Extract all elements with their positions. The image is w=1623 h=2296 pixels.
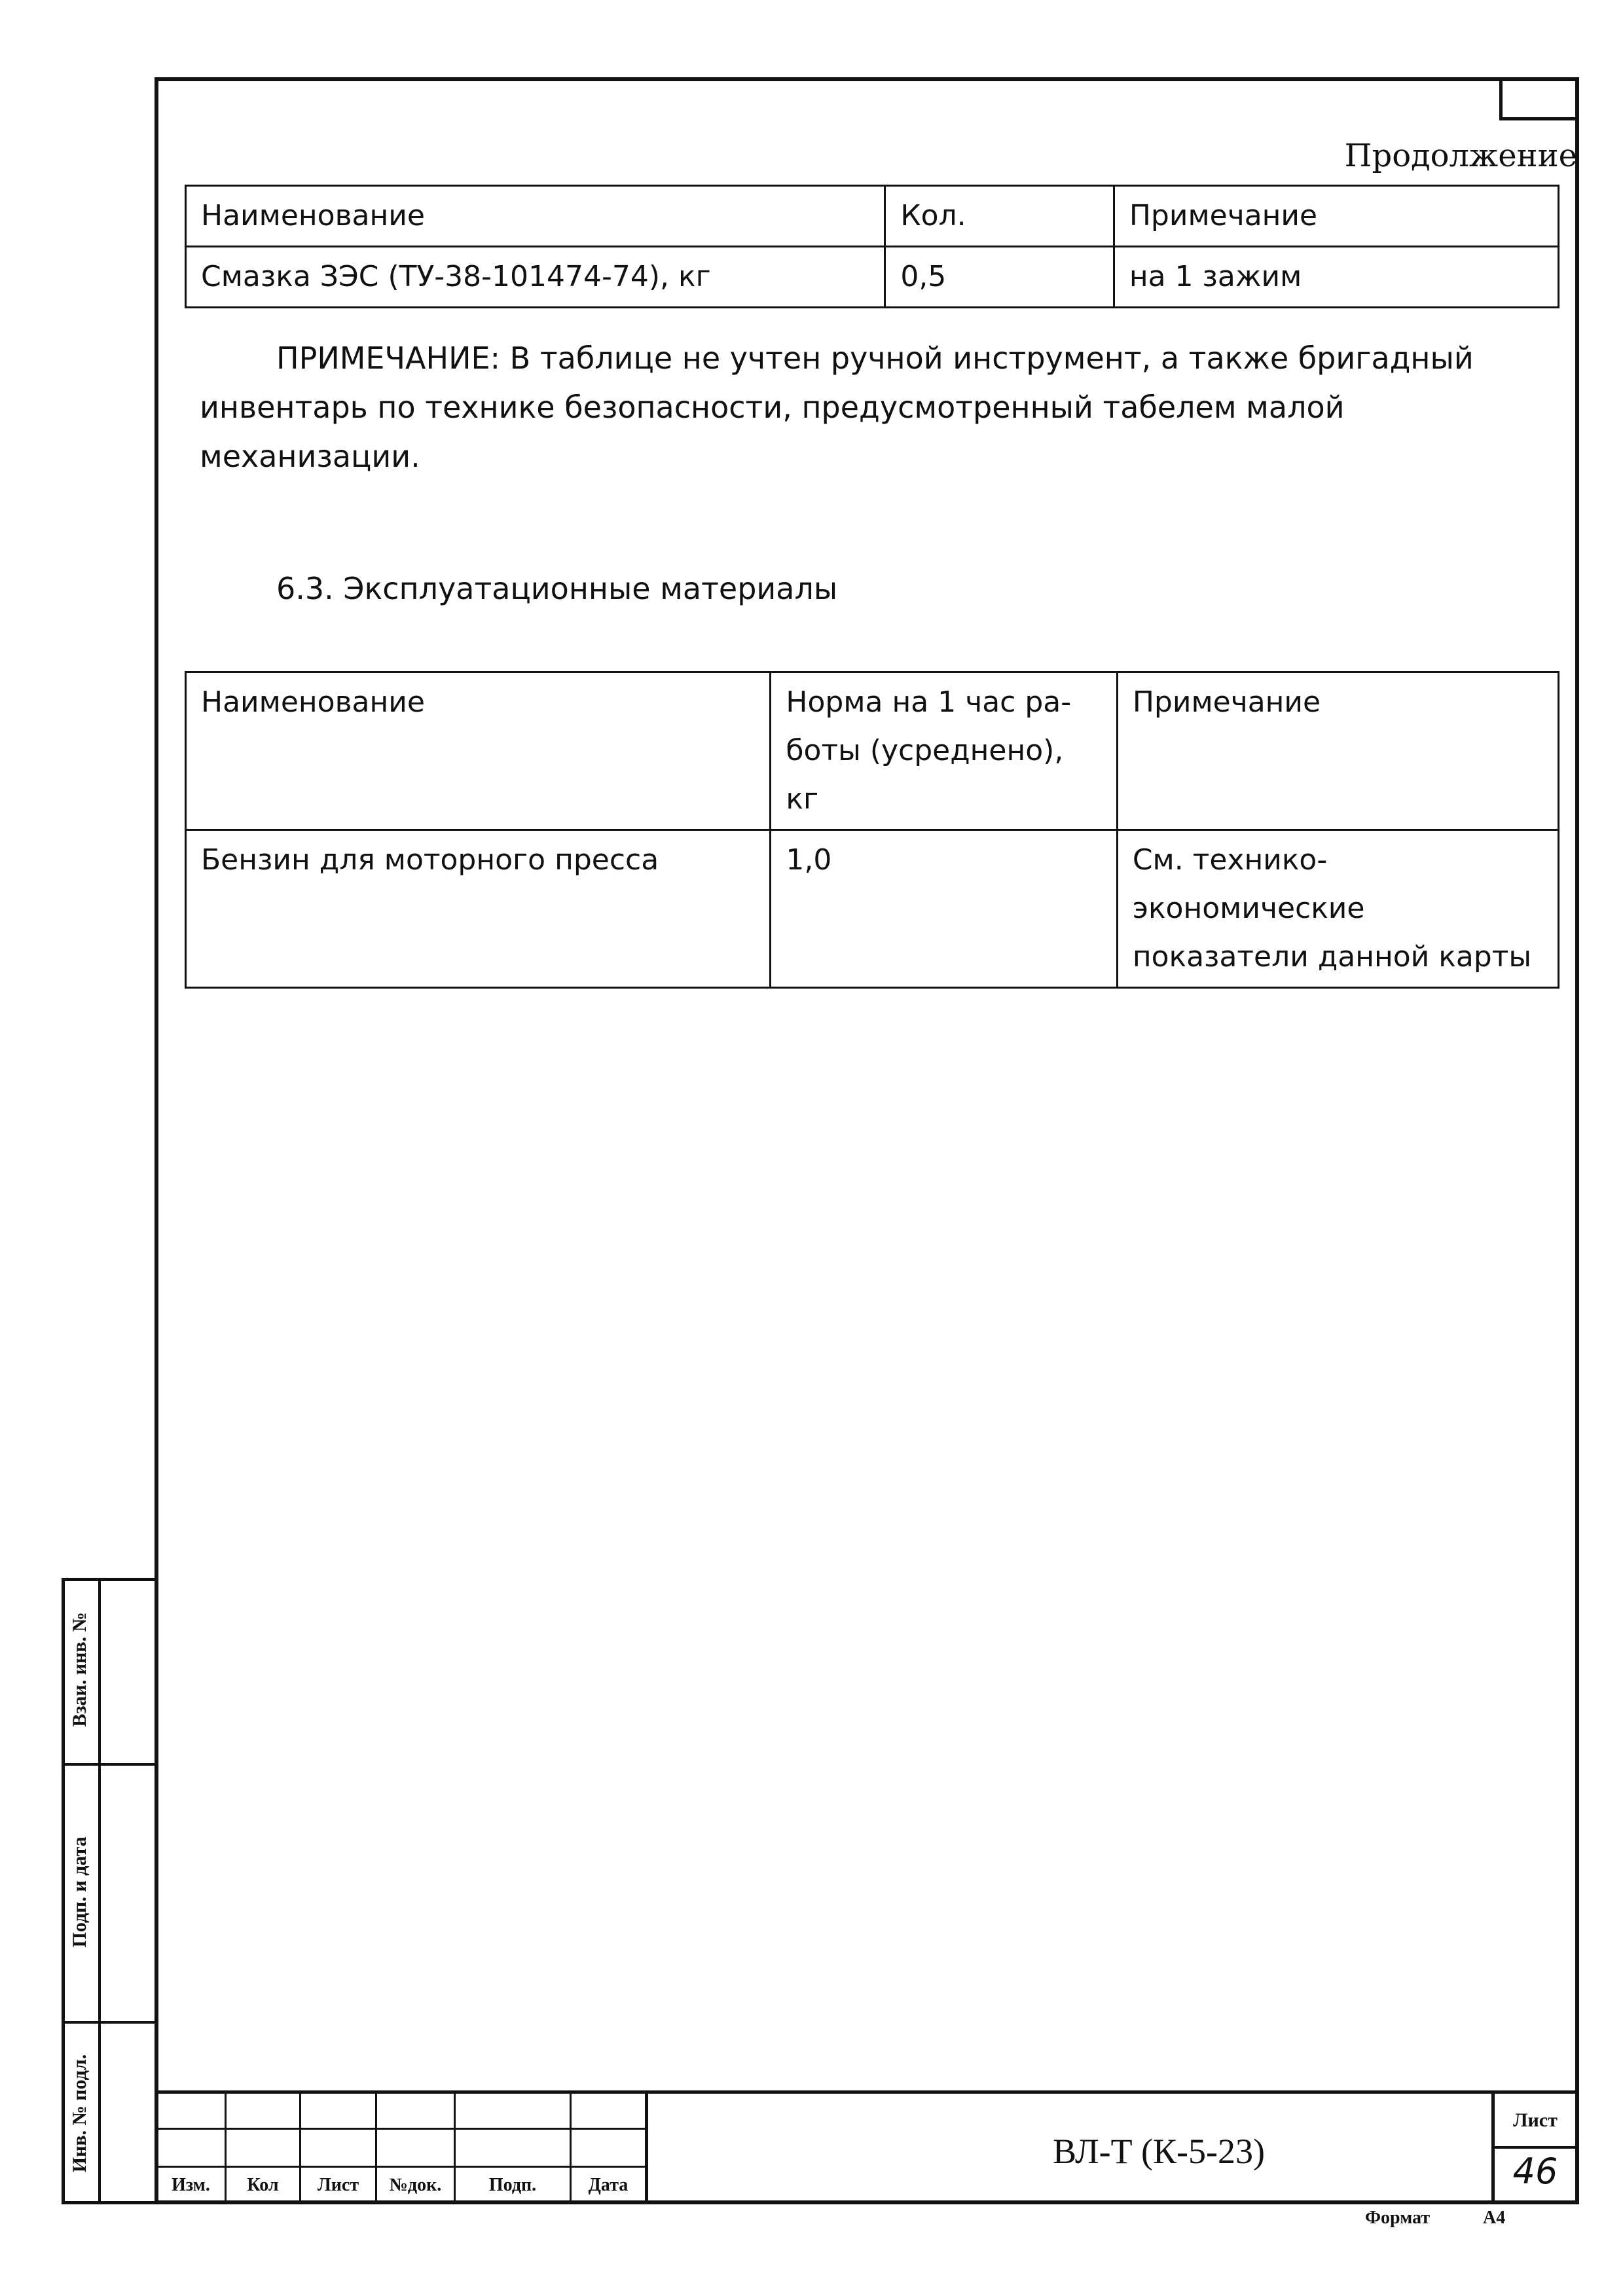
corner-box xyxy=(1499,77,1579,120)
side-label-original-inv: Инв. № подл. xyxy=(69,2054,90,2173)
side-strip-separator xyxy=(62,1763,158,1766)
header-cell-name: Наименование xyxy=(186,186,885,247)
continuation-label: Продолжение xyxy=(1344,137,1577,174)
stamp-label-doc-number: №док. xyxy=(389,2175,442,2195)
stamp-label-signature: Подп. xyxy=(488,2175,537,2195)
stamp-label-count: Кол xyxy=(247,2175,279,2195)
cell-name: Бензин для моторного пресса xyxy=(186,830,771,988)
sheet-label: Лист xyxy=(1513,2109,1558,2131)
table-header-row xyxy=(186,186,1559,247)
stamp-sheet-divider xyxy=(1491,2146,1579,2149)
stamp-label-change: Изм. xyxy=(172,2175,210,2195)
section-heading: 6.3. Эксплуатационные материалы xyxy=(276,571,838,606)
sheet-number: 46 xyxy=(1512,2151,1558,2192)
stamp-row-line xyxy=(155,2166,647,2168)
header-cell-qty: Кол. xyxy=(885,186,1114,247)
side-strip-separator xyxy=(62,2021,158,2024)
header-cell-note: Примечание xyxy=(1114,186,1558,247)
table-header-row xyxy=(186,672,1559,830)
side-label-interchange-inv: Взаи. инв. № xyxy=(69,1612,90,1727)
stamp-row-line xyxy=(155,2128,647,2130)
side-label-signature-date: Подп. и дата xyxy=(69,1836,90,1948)
cell-norm: 1,0 xyxy=(771,830,1117,988)
side-strip-divider xyxy=(98,1578,101,2204)
format-label: Формат xyxy=(1365,2208,1431,2228)
stamp-label-sheet: Лист xyxy=(317,2175,359,2195)
format-value: А4 xyxy=(1483,2208,1506,2228)
stamp-col-line xyxy=(645,2090,648,2204)
operational-materials-table xyxy=(185,671,1559,989)
document-code: ВЛ-Т (К-5-23) xyxy=(1053,2132,1265,2171)
header-cell-name: Наименование xyxy=(186,672,771,830)
header-cell-note: Примечание xyxy=(1117,672,1558,830)
table-row xyxy=(186,247,1559,308)
stamp-label-date: Дата xyxy=(588,2175,629,2195)
cell-note: См. технико-экономические показатели данной карты xyxy=(1117,830,1558,988)
table-row xyxy=(186,830,1559,988)
stamp-top-border xyxy=(155,2090,1579,2094)
header-cell-norm: Норма на 1 час ра-боты (усреднено), кг xyxy=(771,672,1117,830)
cell-qty: 0,5 xyxy=(885,247,1114,308)
cell-note: на 1 зажим xyxy=(1114,247,1558,308)
consumables-table xyxy=(185,185,1559,308)
note-paragraph: ПРИМЕЧАНИЕ: В таблице не учтен ручной инструмент, а также бригадный инвентарь по технике безопасности, предусмотренный табелем малой механизации. xyxy=(200,340,1474,474)
cell-name: Смазка ЗЭС (ТУ-38-101474-74), кг xyxy=(186,247,885,308)
